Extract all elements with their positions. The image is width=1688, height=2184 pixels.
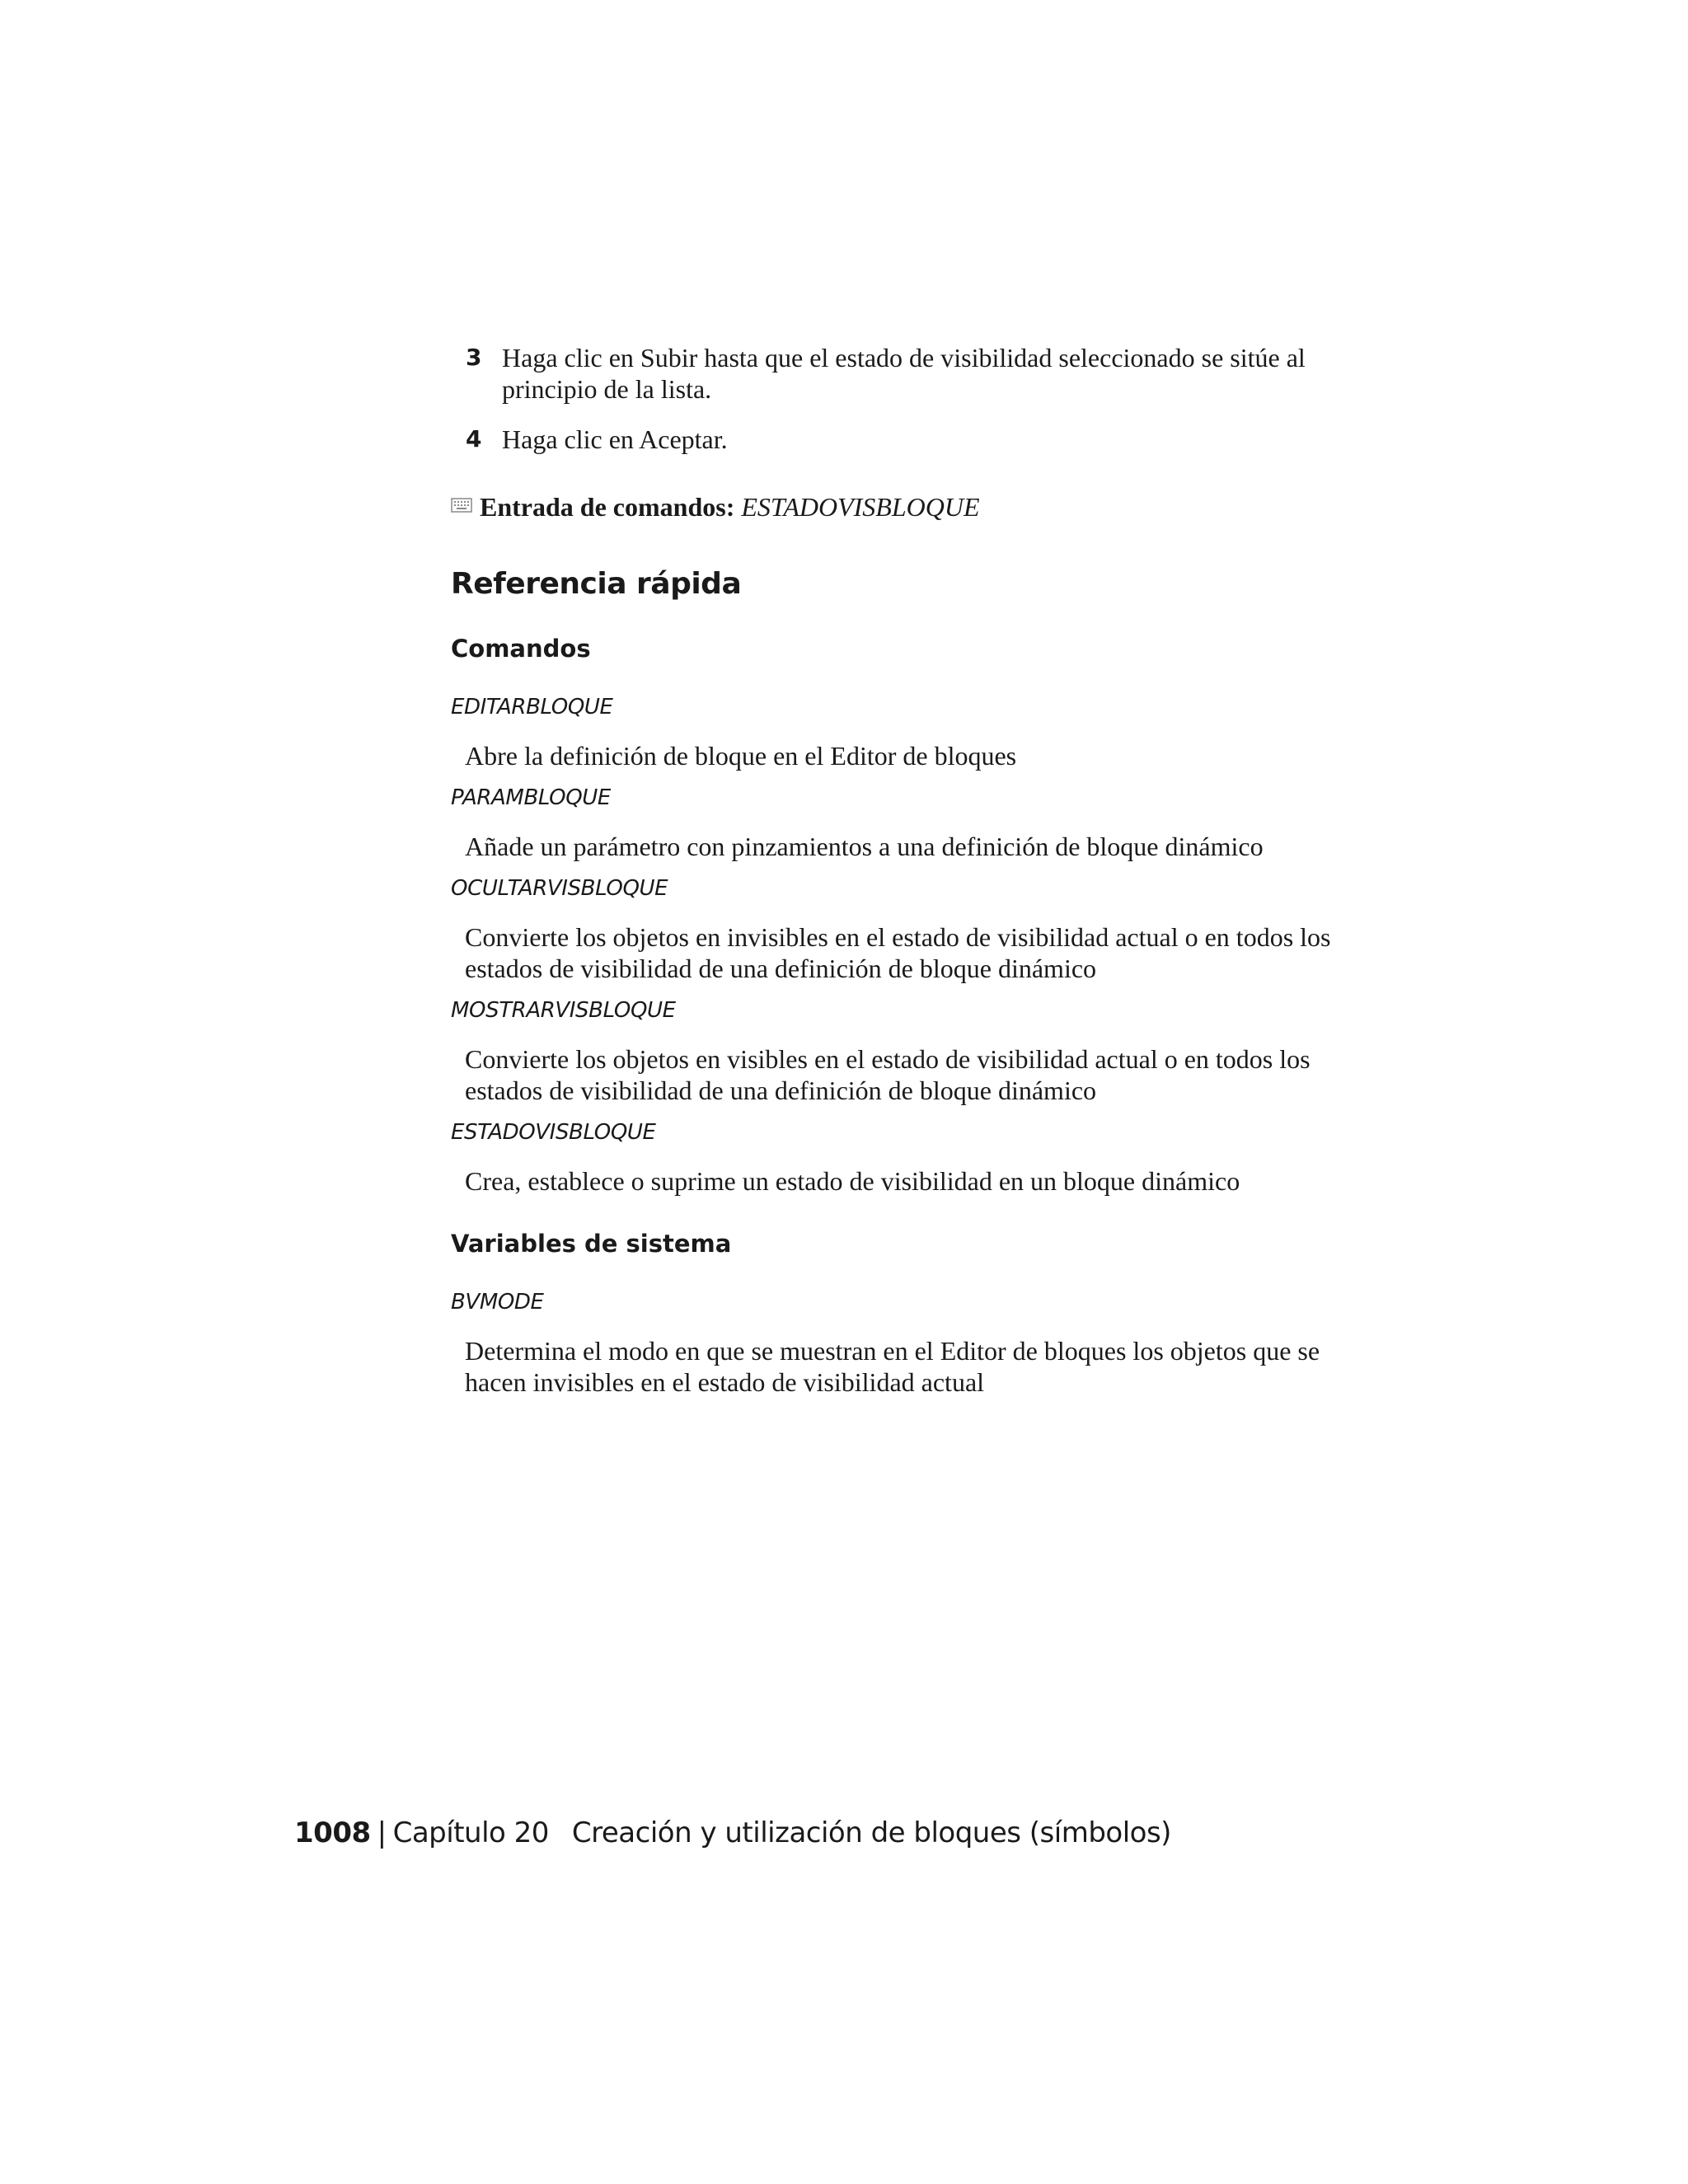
command-term: PARAMBLOQUE: [451, 785, 611, 810]
command-entry-value: ESTADOVISBLOQUE: [741, 492, 980, 522]
command-term: MOSTRARVISBLOQUE: [451, 998, 676, 1023]
step-item: [466, 424, 1341, 455]
command-term: EDITARBLOQUE: [451, 695, 613, 719]
system-variable-description: Determina el modo en que se muestran en el Editor de bloques los objetos que se hacen invisibles en el estado de visibilidad actual: [465, 1336, 1320, 1397]
step-number: 3: [466, 344, 482, 371]
section-title: Referencia rápida: [451, 567, 742, 601]
step-number: 4: [466, 425, 482, 452]
system-variable-term: BVMODE: [451, 1290, 544, 1315]
step-text: Haga clic en Aceptar.: [502, 424, 728, 454]
chapter-label: Capítulo 20: [392, 1816, 549, 1849]
system-variables-heading: Variables de sistema: [451, 1230, 732, 1258]
command-description: Añade un parámetro con pinzamientos a una definición de bloque dinámico: [465, 832, 1264, 861]
command-term: OCULTARVISBLOQUE: [451, 876, 668, 901]
command-description: Crea, establece o suprime un estado de visibilidad en un bloque dinámico: [465, 1166, 1240, 1196]
command-entry: [451, 491, 1341, 523]
chapter-title: Creación y utilización de bloques (símbolos): [571, 1816, 1171, 1849]
commands-heading: Comandos: [451, 635, 591, 663]
page-number: 1008: [294, 1816, 371, 1849]
command-description: Convierte los objetos en visibles en el estado de visibilidad actual o en todos los estados de visibilidad de una definición de bloque dinámico: [465, 1044, 1311, 1105]
command-term: ESTADOVISBLOQUE: [451, 1120, 656, 1145]
page-content: [451, 342, 1341, 1398]
page-footer: [294, 1816, 1171, 1849]
step-item: [466, 342, 1341, 405]
command-description: Abre la definición de bloque en el Editor de bloques: [465, 741, 1017, 771]
step-text: Haga clic en Subir hasta que el estado de visibilidad seleccionado se sitúe al principio de la lista.: [502, 343, 1306, 404]
footer-separator: |: [377, 1816, 387, 1849]
command-entry-label: Entrada de comandos:: [480, 492, 735, 522]
command-description: Convierte los objetos en invisibles en el estado de visibilidad actual o en todos los estados de visibilidad de una definición de bloque dinámico: [465, 922, 1331, 983]
keyboard-icon: [451, 497, 472, 513]
